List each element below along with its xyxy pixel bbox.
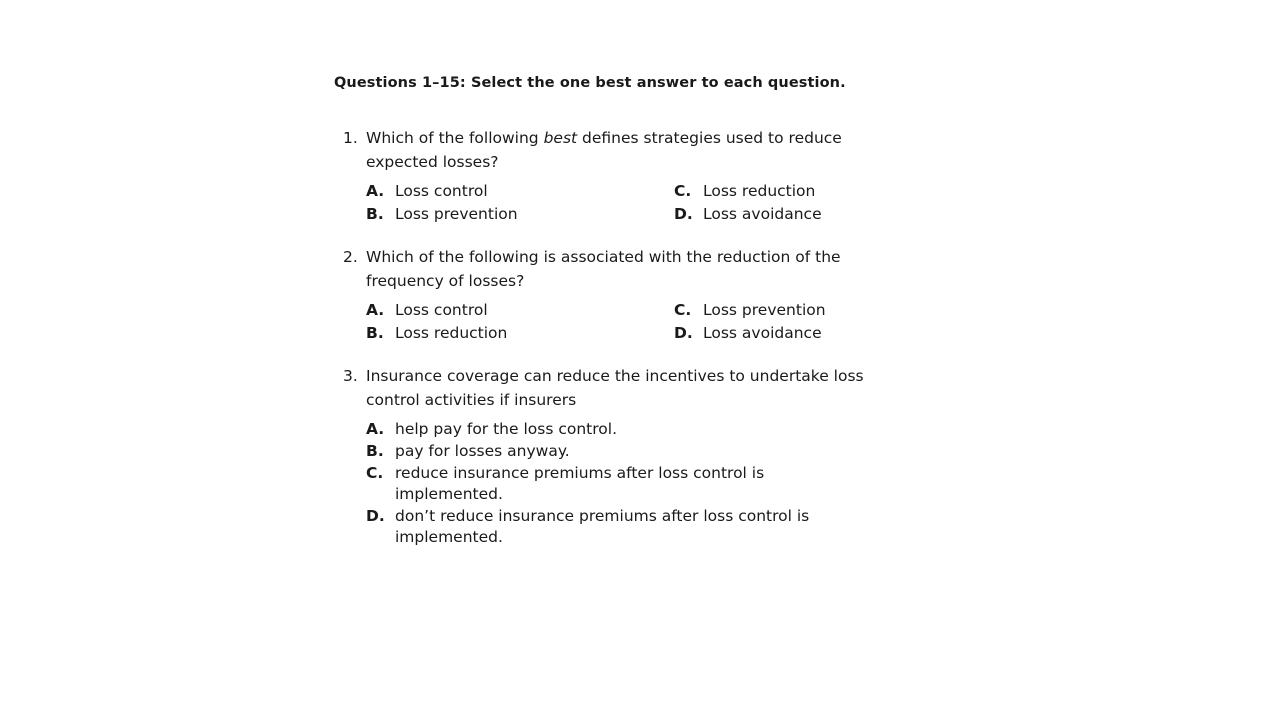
- option-letter: B.: [366, 205, 384, 223]
- option-letter: C.: [366, 464, 384, 482]
- option-d[interactable]: [674, 203, 874, 225]
- option-c[interactable]: [674, 180, 874, 202]
- option-c[interactable]: [674, 299, 874, 321]
- answer-options: [366, 180, 894, 225]
- option-text: Loss prevention: [395, 205, 518, 223]
- option-text: don’t reduce insurance premiums after loss control is implemented.: [395, 507, 810, 546]
- answer-options: [366, 419, 894, 548]
- instructions-heading: Questions 1–15: Select the one best answer to each question.: [334, 75, 846, 91]
- option-letter: A.: [366, 301, 385, 319]
- option-d[interactable]: [366, 506, 894, 548]
- option-text: Loss control: [395, 301, 488, 319]
- answer-options: [366, 299, 894, 344]
- option-letter: C.: [674, 182, 692, 200]
- option-text: Loss avoidance: [703, 324, 822, 342]
- option-b[interactable]: [366, 322, 674, 344]
- option-letter: B.: [366, 442, 384, 460]
- option-letter: C.: [674, 301, 692, 319]
- option-letter: D.: [674, 205, 693, 223]
- option-a[interactable]: [366, 419, 894, 440]
- option-a[interactable]: [366, 180, 674, 202]
- option-text: pay for losses anyway.: [395, 442, 570, 460]
- stem-text: Which of the following: [366, 129, 544, 147]
- option-letter: D.: [366, 507, 385, 525]
- quiz-page: [334, 74, 894, 568]
- option-text: Loss prevention: [703, 301, 826, 319]
- question-stem: [366, 126, 866, 174]
- option-letter: A.: [366, 420, 385, 438]
- option-letter: D.: [674, 324, 693, 342]
- option-text: help pay for the loss control.: [395, 420, 617, 438]
- option-a[interactable]: [366, 299, 674, 321]
- option-text: Loss avoidance: [703, 205, 822, 223]
- question-1: [334, 126, 894, 225]
- question-stem: Insurance coverage can reduce the incentives to undertake loss control activities if insurers: [366, 367, 864, 409]
- option-b[interactable]: [366, 203, 674, 225]
- stem-text: defines strategies used to reduce expected losses?: [366, 129, 842, 171]
- option-c[interactable]: [366, 463, 894, 505]
- option-text: Loss reduction: [395, 324, 508, 342]
- option-b[interactable]: [366, 441, 894, 462]
- question-number: 3.: [343, 367, 358, 385]
- stem-emphasis: best: [543, 129, 578, 147]
- option-letter: A.: [366, 182, 385, 200]
- option-text: Loss control: [395, 182, 488, 200]
- option-text: Loss reduction: [703, 182, 816, 200]
- option-letter: B.: [366, 324, 384, 342]
- question-number: 1.: [343, 129, 358, 147]
- question-3: [334, 364, 894, 548]
- question-stem: Which of the following is associated with the reduction of the frequency of losses?: [366, 248, 841, 290]
- option-text: reduce insurance premiums after loss control is implemented.: [395, 464, 765, 503]
- question-2: [334, 245, 894, 344]
- question-number: 2.: [343, 248, 358, 266]
- option-d[interactable]: [674, 322, 874, 344]
